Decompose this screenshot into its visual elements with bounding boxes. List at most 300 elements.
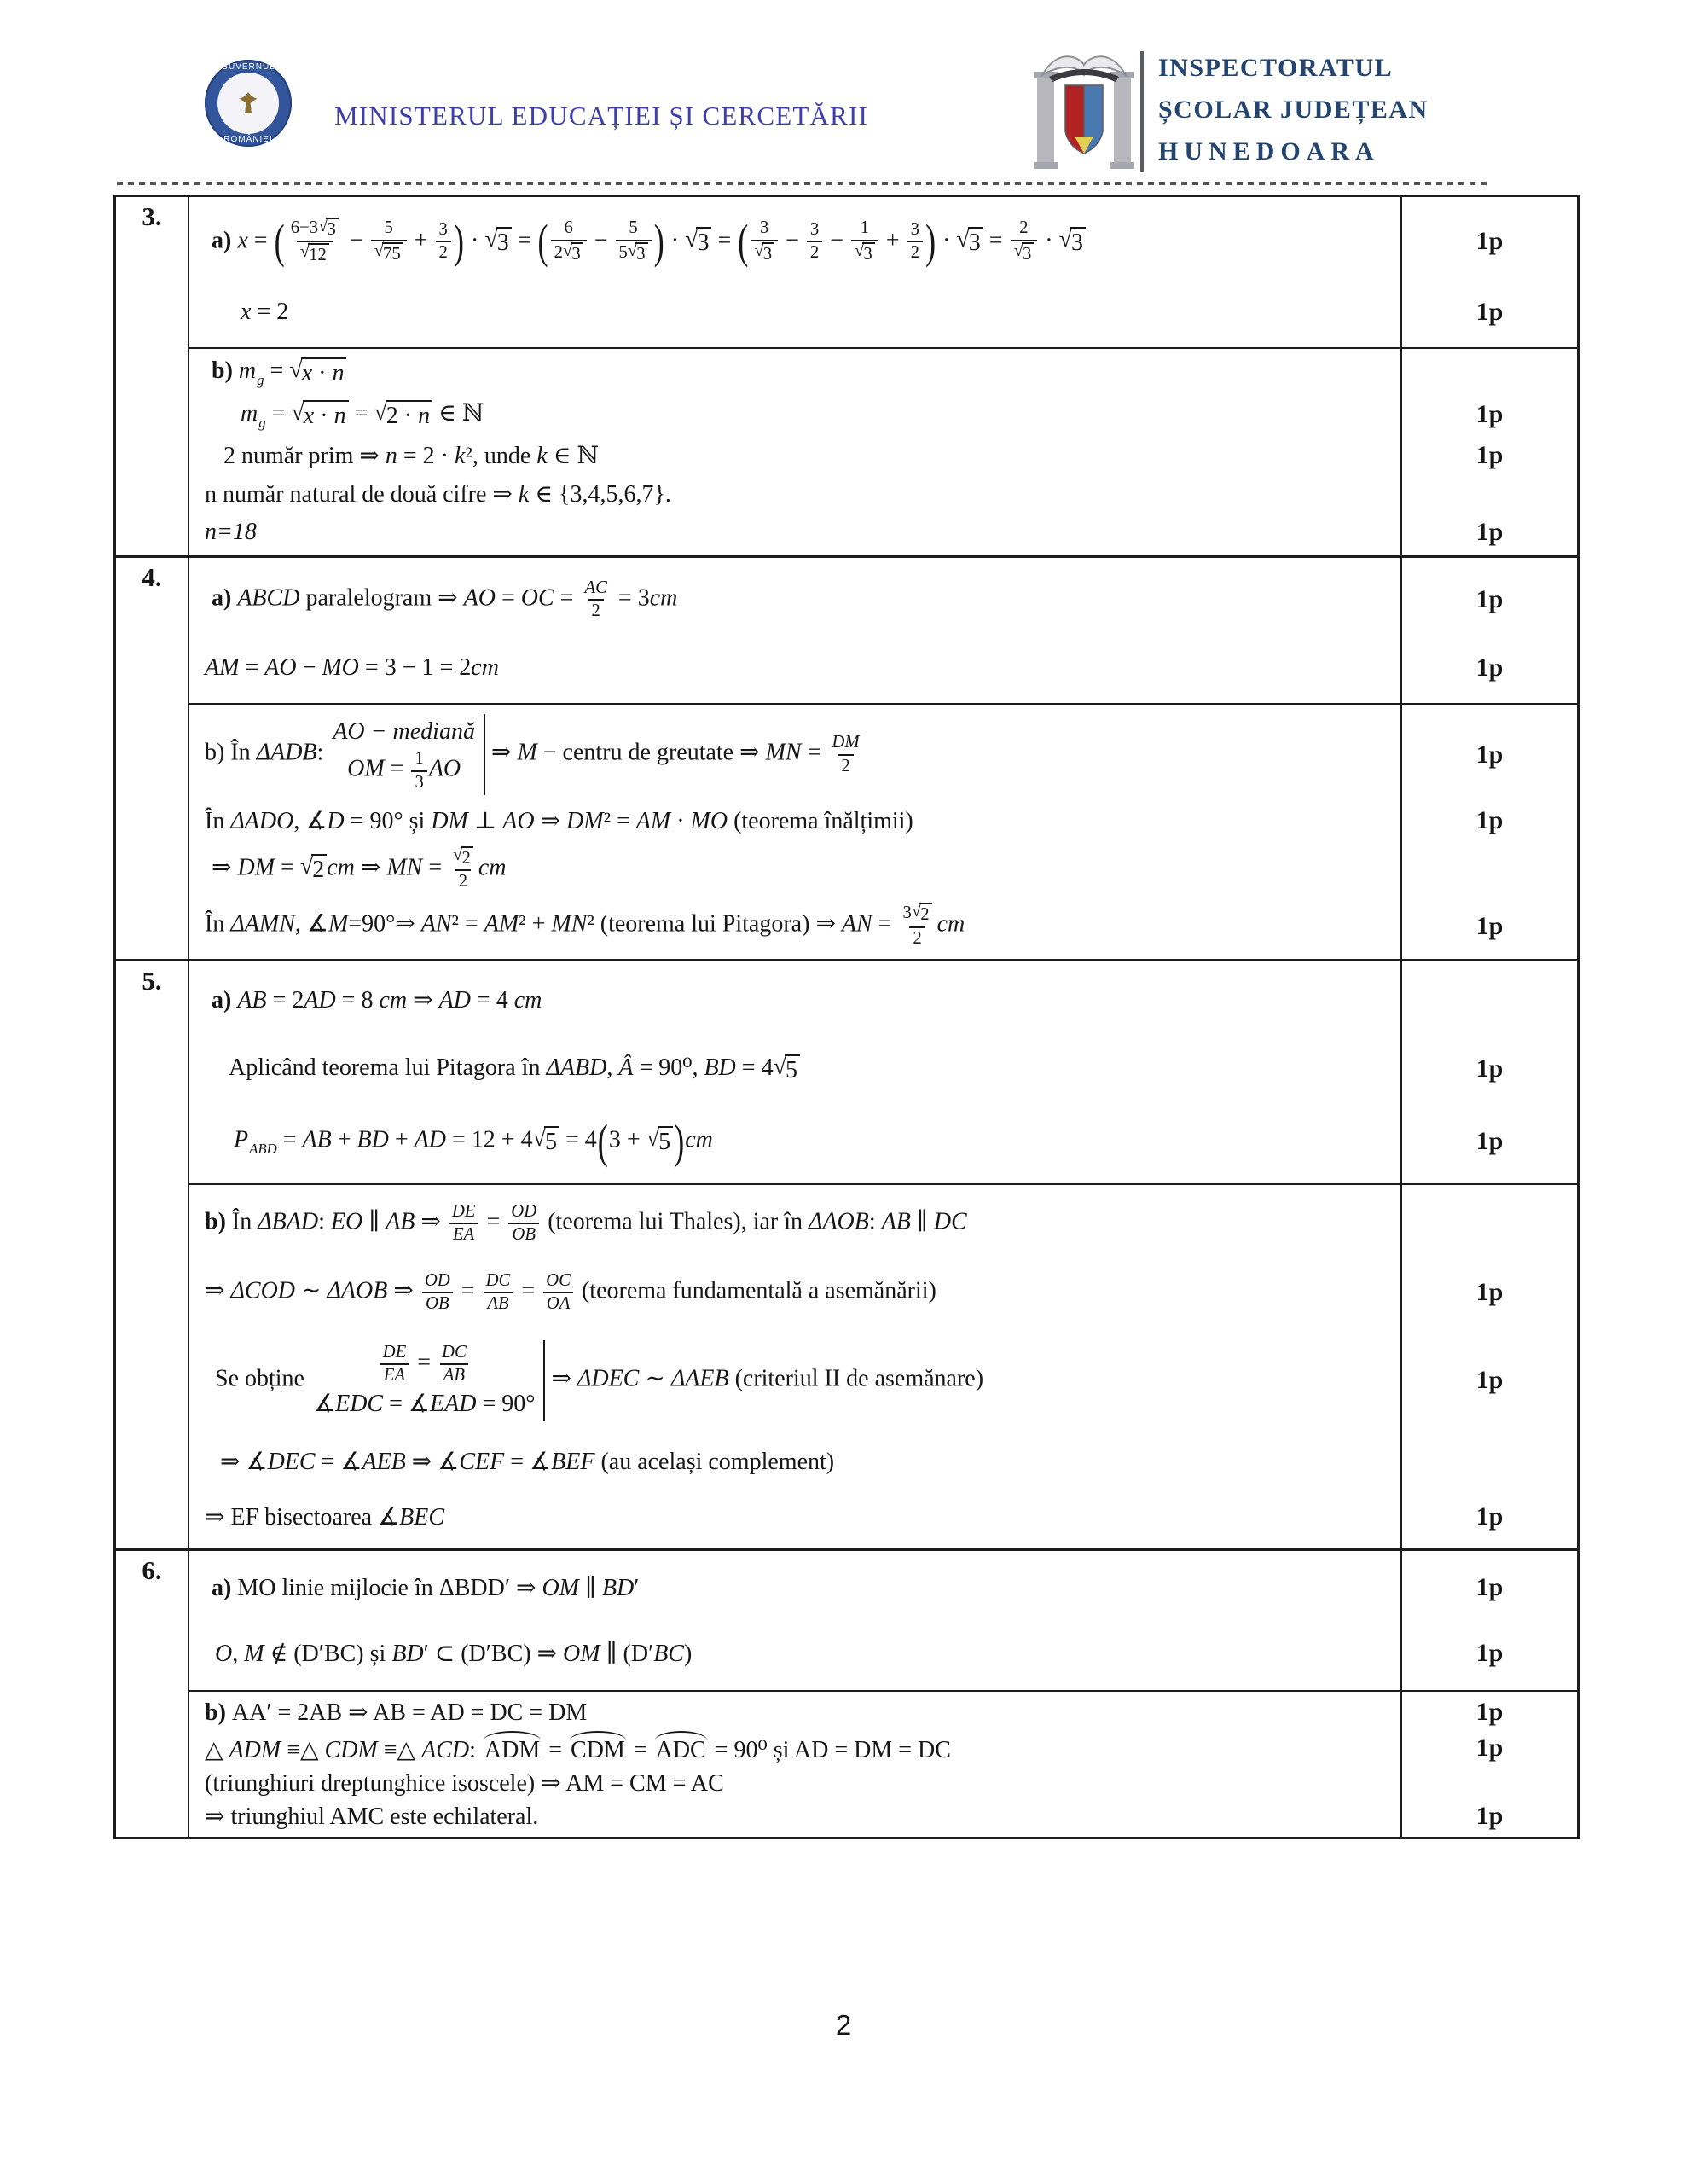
math-text: (teorema lui Thales), iar în <box>542 1208 809 1235</box>
math-variable: M <box>328 910 349 938</box>
math-variable: M <box>517 740 537 767</box>
solution-line-content <box>189 441 1402 470</box>
math-variable: AO − mediană <box>333 718 475 746</box>
math-text: 3 <box>760 218 769 238</box>
radical <box>374 400 432 431</box>
problem-body <box>189 961 1577 1548</box>
item-label: a) <box>212 226 238 253</box>
radical <box>956 227 983 258</box>
big-paren: ( <box>274 215 285 269</box>
fraction-numerator <box>438 1343 470 1363</box>
fraction <box>421 1271 454 1314</box>
radical-content <box>571 242 583 265</box>
points-column-divider <box>1400 961 1403 1183</box>
math-text: ⇒ ∡ <box>220 1449 268 1476</box>
fraction-numerator <box>449 1202 479 1223</box>
solution-line <box>189 714 1577 794</box>
math-text: · <box>314 402 334 429</box>
math-variable: MO <box>690 807 728 834</box>
math-variable: m <box>238 357 257 385</box>
math-text: 3 + <box>608 1126 646 1153</box>
radical <box>484 227 511 258</box>
math-text: În <box>205 807 231 834</box>
problem-number: 6. <box>116 1551 189 1837</box>
fraction <box>616 218 652 264</box>
math-text: , <box>232 1640 245 1667</box>
radical-content <box>308 243 329 266</box>
fraction-numerator <box>899 903 935 926</box>
points-label: 1p <box>1475 1801 1504 1830</box>
math-text: · <box>936 226 957 253</box>
math-variable: cm <box>513 986 542 1014</box>
points-cell <box>1402 400 1577 429</box>
math-text: 2 număr prim ⇒ <box>223 442 386 469</box>
radical-content <box>658 1126 673 1157</box>
radical-content <box>762 242 774 265</box>
solution-line <box>189 653 1577 682</box>
math-variable: ΔADO <box>230 807 294 834</box>
points-label: 1p <box>1475 1638 1504 1667</box>
math-variable: ACD <box>421 1737 470 1764</box>
solution-line-content <box>189 1731 1402 1764</box>
gov-logo-top-label: GUVERNUL <box>221 62 275 72</box>
math-variable: OC <box>546 1271 571 1291</box>
math-text: 2 <box>913 929 922 949</box>
math-text: ∉ (D′BC) și <box>264 1640 392 1667</box>
math-variable: AB <box>237 986 267 1014</box>
fraction <box>436 220 451 263</box>
big-paren: ( <box>537 215 548 269</box>
radical-content <box>544 1126 559 1157</box>
inspectorate-logo-icon <box>1032 41 1136 174</box>
big-paren: ) <box>453 215 464 269</box>
fraction-denominator <box>297 241 333 266</box>
math-variable: ΔAOB <box>327 1277 388 1304</box>
math-text: ∥ <box>362 1208 386 1235</box>
math-variable: n=18 <box>205 518 257 545</box>
math-text: : <box>316 740 330 767</box>
math-variable: AD <box>438 986 471 1014</box>
fraction-numerator <box>411 749 426 770</box>
math-text: 3 <box>496 229 509 256</box>
math-text: − <box>824 226 850 253</box>
radical-sign: √ <box>291 398 304 426</box>
points-label: 1p <box>1475 1573 1504 1602</box>
math-text: 5 <box>785 1057 797 1084</box>
points-cell <box>1402 227 1577 256</box>
fraction <box>751 218 778 264</box>
gov-logo-bottom-label: ROMÂNIEI <box>223 135 273 144</box>
radical <box>289 357 346 388</box>
math-variable: m <box>241 400 258 427</box>
math-text: ² (teorema lui Pitagora) ⇒ <box>587 910 842 938</box>
math-text: = <box>711 226 738 253</box>
math-variable: k <box>536 442 548 469</box>
solution-line-content <box>189 357 1402 389</box>
math-text: = 90⁰, <box>633 1054 704 1082</box>
math-variable: n <box>332 360 345 387</box>
math-variable: cm <box>936 910 965 938</box>
math-text: 3 <box>863 244 872 264</box>
math-text: 5 <box>384 218 393 238</box>
math-variable: BD <box>357 1126 389 1153</box>
math-text: = 2 · <box>397 442 455 469</box>
math-variable: DC <box>933 1208 967 1235</box>
math-text: ⇒ <box>484 740 518 767</box>
fraction <box>449 846 477 892</box>
math-text: ∈ ℕ <box>547 442 600 469</box>
points-cell <box>1402 912 1577 941</box>
radical <box>318 218 339 241</box>
math-text: − <box>343 226 369 253</box>
radical <box>453 846 473 869</box>
math-text: ⇒ <box>354 854 387 880</box>
radical <box>1059 227 1086 258</box>
math-text: = <box>422 854 449 880</box>
math-text: = 90° <box>476 1390 536 1417</box>
math-variable: P <box>234 1126 249 1153</box>
fraction-denominator <box>616 240 652 265</box>
math-text: (teorema înălțimii) <box>728 807 913 834</box>
math-text: 3 <box>327 219 336 239</box>
radical-content <box>696 227 711 258</box>
math-variable: cm <box>471 654 499 682</box>
fraction <box>581 578 610 621</box>
solution-line-content <box>189 1202 1402 1245</box>
math-variable: AB <box>302 1126 332 1153</box>
problem-number: 3. <box>116 197 189 555</box>
math-text: = <box>275 854 300 880</box>
fraction-numerator <box>287 218 342 241</box>
math-text: AA′ = 2AB ⇒ AB = AD = DC = DM <box>231 1699 588 1727</box>
math-variable: BD <box>704 1054 736 1082</box>
radical <box>374 242 403 265</box>
math-text: : <box>469 1737 482 1764</box>
math-text: 2 <box>920 905 930 925</box>
problem-body <box>189 1551 1577 1837</box>
math-text: MO linie mijlocie în ΔBDD′ ⇒ <box>237 1575 542 1602</box>
fraction-denominator <box>371 240 407 265</box>
item-label: b) <box>205 1699 232 1727</box>
fraction <box>907 220 923 263</box>
math-variable: BD <box>391 1640 424 1667</box>
radical-content <box>326 218 338 241</box>
radical-content <box>785 1054 800 1085</box>
radical <box>912 903 932 926</box>
math-variable: x <box>241 299 252 326</box>
solution-line-content <box>189 985 1402 1014</box>
math-variable: k <box>518 480 530 508</box>
solution-line <box>189 479 1577 508</box>
solution-line-content <box>189 519 1402 546</box>
points-cell <box>1402 298 1577 327</box>
math-text: = 90° și <box>344 807 432 834</box>
points-label: 1p <box>1475 298 1504 327</box>
fraction-denominator <box>380 1363 409 1385</box>
points-column-divider <box>1400 349 1403 555</box>
solution-subrow <box>189 1551 1577 1690</box>
math-text: = <box>264 357 290 385</box>
radical <box>1014 242 1035 265</box>
math-text: 6−3 <box>290 218 319 237</box>
radical-sign: √ <box>318 216 328 235</box>
math-text: 5 <box>618 242 628 262</box>
radical-sign: √ <box>299 852 314 880</box>
fraction-denominator <box>588 599 604 621</box>
solution-subrow <box>189 197 1577 347</box>
fraction-numerator <box>380 1343 410 1363</box>
math-text: △ <box>205 1737 229 1764</box>
math-text: , <box>606 1054 619 1082</box>
solution-subrow <box>189 558 1577 703</box>
math-text: 5 <box>658 1129 671 1156</box>
math-subscript: g <box>258 414 266 431</box>
fraction <box>899 903 935 949</box>
solution-line-content <box>189 215 1402 269</box>
points-cell <box>1402 1573 1577 1602</box>
math-variable: OM <box>563 1640 600 1667</box>
fraction-denominator <box>422 1292 453 1314</box>
math-text: 2 · <box>386 402 419 429</box>
math-text: ) <box>683 1640 693 1667</box>
math-text: = 4 <box>735 1054 774 1082</box>
points-cell <box>1402 1278 1577 1307</box>
math-variable: ΔAEB <box>670 1365 729 1392</box>
math-variable: CEF <box>459 1449 505 1476</box>
math-text: = <box>627 1737 653 1764</box>
math-variable: ABCD <box>237 584 300 612</box>
fraction-denominator <box>851 240 878 265</box>
math-variable: O <box>215 1640 233 1667</box>
points-label: 1p <box>1475 585 1504 614</box>
item-label: a) <box>212 1575 238 1602</box>
fraction <box>371 218 407 264</box>
math-variable: AO <box>502 807 535 834</box>
fraction-denominator <box>436 241 451 263</box>
math-text: 12 <box>309 246 327 265</box>
math-variable: M <box>244 1640 264 1667</box>
math-variable: OC <box>520 584 554 612</box>
math-text: ⇒ <box>407 986 439 1014</box>
points-label: 1p <box>1475 227 1504 256</box>
math-variable: DC <box>442 1343 467 1362</box>
solution-line-content <box>189 806 1402 835</box>
eagle-icon <box>237 89 259 118</box>
math-variable: AD <box>414 1126 446 1153</box>
points-column-divider <box>1400 1551 1403 1690</box>
solution-line-content <box>189 398 1402 432</box>
math-text: = 2 <box>266 986 304 1014</box>
fraction-denominator <box>909 926 925 949</box>
math-text: − <box>296 654 322 682</box>
math-text: (criteriul II de asemănare) <box>728 1365 984 1392</box>
points-column-divider <box>1400 558 1403 703</box>
math-text: (au același complement) <box>594 1449 835 1476</box>
math-text: ⊥ <box>467 807 503 834</box>
fraction <box>483 1271 514 1314</box>
radical-sign: √ <box>374 398 387 426</box>
solution-subrow <box>189 961 1577 1183</box>
points-label: 1p <box>1475 911 1504 940</box>
math-text: = <box>511 226 537 253</box>
fraction-numerator <box>828 733 862 753</box>
item-label: b) <box>212 357 239 385</box>
math-text: 3 <box>910 220 919 240</box>
math-text: 1 <box>415 749 424 769</box>
math-text: = ∡ <box>383 1390 431 1417</box>
points-column-divider <box>1400 1185 1403 1548</box>
math-variable: OB <box>426 1294 449 1314</box>
math-variable: x <box>237 226 248 253</box>
solution-line-content <box>189 1115 1402 1169</box>
math-text: 75 <box>383 244 401 264</box>
item-label: a) <box>212 584 238 612</box>
math-text: ⇒ ∡ <box>405 1449 460 1476</box>
guvernul-romaniei-logo-icon <box>205 60 292 147</box>
fraction-denominator <box>543 1292 574 1314</box>
math-variable: BD <box>601 1575 635 1602</box>
fraction <box>507 1202 540 1245</box>
solution-line-content <box>189 1271 1402 1314</box>
fraction-numerator <box>449 846 477 870</box>
points-label: 1p <box>1475 400 1504 429</box>
points-label: 1p <box>1475 653 1504 682</box>
solution-line <box>189 1698 1577 1727</box>
math-variable: ΔABD <box>546 1054 607 1082</box>
solution-subrow <box>189 703 1577 959</box>
fraction-numerator <box>857 218 872 239</box>
math-variable: DM <box>832 733 860 752</box>
problem-body <box>189 558 1577 959</box>
solution-line <box>189 1573 1577 1602</box>
math-text: = <box>554 584 580 612</box>
fraction-denominator <box>551 240 587 265</box>
math-variable: AB <box>881 1208 911 1235</box>
radical <box>563 242 583 265</box>
radical-sign: √ <box>754 241 764 260</box>
fraction-numerator <box>507 1202 540 1223</box>
math-variable: AB <box>487 1294 509 1314</box>
math-text: Aplicând teorema lui Pitagora în <box>229 1054 547 1082</box>
fraction-denominator <box>484 1292 512 1314</box>
math-text: + <box>408 226 434 253</box>
arc-hat: CDM <box>568 1731 628 1764</box>
math-text: 3 <box>1071 229 1083 256</box>
radical-sign: √ <box>374 241 384 260</box>
math-variable: ΔBAD <box>258 1208 319 1235</box>
radical <box>300 854 327 885</box>
math-text: În <box>205 910 231 938</box>
fraction <box>551 218 587 264</box>
math-text: ∈ {3,4,5,6,7}. <box>529 480 671 508</box>
math-variable: AB <box>386 1208 415 1235</box>
math-text: ², unde <box>465 442 537 469</box>
radical-sign: √ <box>484 225 498 253</box>
solution-line <box>189 1802 1577 1831</box>
solution-line <box>189 298 1577 327</box>
radical <box>533 1126 559 1157</box>
radical <box>300 243 329 266</box>
solution-line-content <box>189 1769 1402 1798</box>
fraction <box>542 1271 574 1314</box>
solution-line-content <box>189 479 1402 508</box>
math-text: 2 <box>591 601 600 621</box>
math-text: 3 <box>1022 244 1032 264</box>
radical-sign: √ <box>1058 225 1072 253</box>
math-text: b) În <box>205 740 257 767</box>
points-label: 1p <box>1475 1127 1504 1156</box>
math-variable: DE <box>451 1202 476 1222</box>
math-variable: DM <box>566 807 604 834</box>
math-text: ∼ <box>639 1365 671 1392</box>
answers-table <box>113 195 1580 1839</box>
math-variable: AD <box>304 986 336 1014</box>
big-paren: ) <box>925 215 936 269</box>
points-column-divider <box>1400 705 1403 959</box>
math-text: = 90⁰ și AD = DM = DC <box>708 1737 951 1764</box>
radical-sign: √ <box>685 225 699 253</box>
math-variable: ADM <box>229 1737 281 1764</box>
logo-divider <box>1140 51 1144 172</box>
math-variable: MN <box>765 740 802 767</box>
points-cell <box>1402 1639 1577 1668</box>
fraction-numerator <box>625 218 641 239</box>
math-variable: AM <box>205 654 240 682</box>
math-variable: n <box>385 442 397 469</box>
ministry-title: MINISTERUL EDUCAȚIEI ȘI CERCETĂRII <box>334 101 869 131</box>
math-variable: MO <box>322 654 359 682</box>
item-label: b) <box>205 1208 232 1235</box>
math-text: paralelogram ⇒ <box>299 584 464 612</box>
math-text: = <box>515 1277 542 1304</box>
points-cell <box>1402 1698 1577 1727</box>
points-cell <box>1402 1366 1577 1395</box>
solution-line-content <box>189 1573 1402 1602</box>
math-text: 3 <box>636 244 646 264</box>
math-text: − <box>780 226 805 253</box>
math-text: = 3 <box>612 584 650 612</box>
math-text: = <box>495 584 521 612</box>
math-text: 2 <box>841 756 850 775</box>
system-line <box>314 1389 535 1419</box>
math-text: (triunghiuri dreptunghice isoscele) ⇒ AM = CM = AC <box>205 1769 724 1797</box>
math-variable: OM <box>347 756 385 783</box>
radical-sign: √ <box>627 241 638 260</box>
fraction-numerator <box>421 1271 454 1292</box>
solution-line <box>189 1115 1577 1169</box>
fraction-denominator <box>807 241 822 263</box>
solution-line <box>189 1340 1577 1420</box>
math-text: · <box>312 360 333 387</box>
math-text: = <box>276 1126 303 1153</box>
math-variable: cm <box>478 854 507 880</box>
system-line <box>347 749 461 792</box>
math-text: − centru de greutate ⇒ <box>536 740 766 767</box>
math-variable: MN <box>551 910 588 938</box>
math-variable: DEC <box>267 1449 316 1476</box>
math-variable: AEB <box>362 1449 406 1476</box>
fraction-numerator <box>1016 218 1031 239</box>
solution-line-content <box>189 578 1402 621</box>
solution-subrow <box>189 1690 1577 1837</box>
radical-sign: √ <box>855 241 865 260</box>
solution-line-content <box>189 1502 1402 1531</box>
math-variable: AN <box>841 910 872 938</box>
math-text: ⇒ EF bisectoarea ∡ <box>205 1503 400 1531</box>
solution-line <box>189 518 1577 547</box>
math-variable: x <box>303 402 315 429</box>
solution-line <box>189 1202 1577 1245</box>
